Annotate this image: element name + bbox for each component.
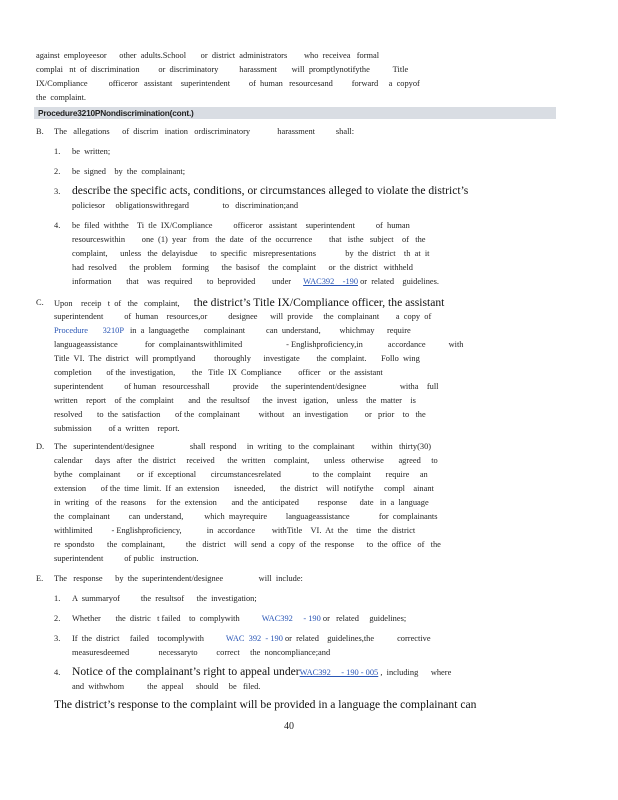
section-c-line <box>54 324 411 338</box>
list-item <box>72 275 439 289</box>
list-item <box>72 665 451 680</box>
list-number: 2. <box>54 167 61 176</box>
text-segment: Upon receip t of the complaint, <box>54 299 180 308</box>
text-segment: the district’s Title IX/Compliance officer, the assistant <box>193 296 445 309</box>
section-c-line <box>54 296 444 311</box>
list-item <box>72 632 431 646</box>
section-e-text: The response by the superintendent/designee will include: <box>54 574 303 583</box>
wac-link[interactable]: WAC392 -190 <box>303 277 359 286</box>
section-c-line: resolved to the satisfaction of the complainant without an investigation or prior to the <box>54 410 426 419</box>
section-d-line: extension of the time limit. If an extension isneeded, the district will notifythe compl ainant <box>54 484 434 493</box>
section-b-label: B. <box>36 127 44 136</box>
text-segment: in a languagethe complainant can understand, whichmay require <box>123 326 411 335</box>
intro-line: against employeesor other adults.School or district administrators who receivea formal <box>36 51 380 60</box>
section-d-line: in writing of the reasons for the extension and the anticipated response date in a language <box>54 498 429 507</box>
text-segment: or related guidelines; <box>320 614 407 623</box>
intro-line: the complaint. <box>36 93 87 102</box>
list-item: had resolved the problem forming the basisof the complaint or the district withheld <box>72 263 413 272</box>
section-d-line: re spondsto the complainant, the district will send a copy of the response to the office of the <box>54 540 441 549</box>
list-item: resourceswithin one (1) year from the date of the occurrence that isthe subject of the <box>72 235 426 244</box>
section-d-line: the complainant can understand, which mayrequire languageassistance for complainants <box>54 512 438 521</box>
list-item: measuresdeemed necessaryto correct the noncompliance;and <box>72 648 331 657</box>
section-b-text: The allegations of discrim ination ordiscriminatory harassment shall: <box>54 127 355 136</box>
section-c-line: superintendent of human resourcesshall provide the superintendent/designee witha full <box>54 382 439 391</box>
section-c-line: written report of the complaint and the resultsof the invest igation, unless the matter is <box>54 396 416 405</box>
list-item: and withwhom the appeal should be filed. <box>72 682 261 691</box>
procedure-link[interactable]: Procedure 3210P <box>54 326 124 335</box>
wac-link[interactable]: WAC392 - 190 <box>261 614 321 623</box>
intro-line: IX/Compliance officeror assistant superintendent of human resourcesand forward a copyof <box>36 79 420 88</box>
list-number: 1. <box>54 147 61 156</box>
section-c-line: Title VI. The district will promptlyand thoroughly investigate the complaint. Follo wing <box>54 354 420 363</box>
list-item: describe the specific acts, conditions, or circumstances alleged to violate the district’s <box>72 184 469 197</box>
text-segment: or related guidelines. <box>358 277 439 286</box>
text-segment: Whether the distric t failed to complywith <box>72 614 240 623</box>
section-c-line: superintendent of human resources,or designee will provide the complainant a copy of <box>54 312 432 321</box>
procedure-header: Procedure3210PNondiscrimination(cont.) <box>34 107 556 119</box>
section-d-line: calendar days after the district received the written complaint, unless otherwise agreed to <box>54 456 438 465</box>
list-item: A summaryof the resultsof the investigation; <box>72 594 257 603</box>
list-number: 2. <box>54 614 61 623</box>
text-segment: Notice of the complainant’s right to appeal under <box>72 665 300 678</box>
text-segment: information that was required to beprovided under <box>72 277 292 286</box>
section-c-line: languageassistance for complainantswithlimited - Englishproficiency,in accordance with <box>54 340 464 349</box>
section-d-line: bythe complainant or if exceptional circumstancesrelated to the complaint require an <box>54 470 428 479</box>
section-d-line: withlimited - Englishproficiency, in accordance withTitle VI. At the time the district <box>54 526 416 535</box>
list-item: policiesor obligationswithregard to discrimination;and <box>72 201 299 210</box>
list-item: be filed withthe Ti tle IX/Compliance officeror assistant superintendent of human <box>72 221 410 230</box>
section-d-line: superintendent of public instruction. <box>54 554 199 563</box>
list-number: 3. <box>54 187 61 196</box>
list-item: complaint, unless the delayisdue to specific misrepresentations by the district th at it <box>72 249 430 258</box>
list-item: be signed by the complainant; <box>72 167 186 176</box>
section-d-line: The superintendent/designee shall respond in writing to the complainant within thirty(30) <box>54 442 432 451</box>
section-d-label: D. <box>36 442 45 451</box>
list-number: 1. <box>54 594 61 603</box>
list-number: 3. <box>54 634 61 643</box>
page-number: 40 <box>284 721 294 732</box>
closing-line: The district’s response to the complaint will be provided in a language the complainant can <box>54 698 477 711</box>
section-c-label: C. <box>36 298 44 307</box>
intro-line: complai nt of discrimination or discriminatory harassment will promptlynotifythe Title <box>36 65 409 74</box>
list-number: 4. <box>54 221 61 230</box>
text-segment: or related guidelines,the corrective <box>282 634 431 643</box>
section-c-line: completion of the investigation, the Title IX Compliance officer or the assistant <box>54 368 383 377</box>
wac-link[interactable]: WAC392 - 190 - 005 <box>299 668 379 677</box>
list-item: be written; <box>72 147 111 156</box>
text-segment: If the district failed tocomplywith <box>72 634 204 643</box>
text-segment: , including where <box>378 668 452 677</box>
list-item <box>72 612 406 626</box>
section-e-label: E. <box>36 574 44 583</box>
list-number: 4. <box>54 668 61 677</box>
wac-link[interactable]: WAC 392 - 190 <box>225 634 283 643</box>
section-c-line: submission of a written report. <box>54 424 180 433</box>
